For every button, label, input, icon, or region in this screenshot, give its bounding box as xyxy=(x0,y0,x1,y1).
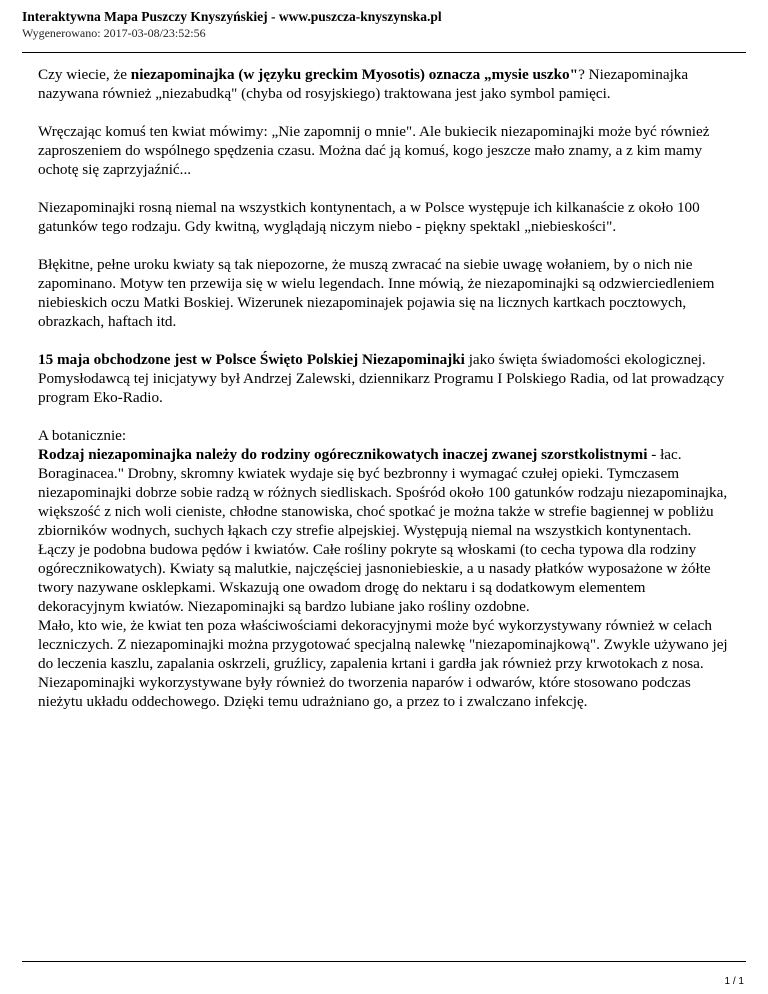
page-number: 1 / 1 xyxy=(724,976,744,987)
p5-bold: 15 maja obchodzone jest w Polsce Święto Polskiej Niezapominajki xyxy=(38,351,465,368)
paragraph-3: Niezapominajki rosną niemal na wszystkich kontynentach, a w Polsce występuje ich kilkanaście z około 100 gatunków tego rodzaju. Gdy kwitną, wyglądają niczym niebo - piękny spektakl „niebieskości". xyxy=(38,199,700,235)
paragraph-5 xyxy=(38,350,732,407)
paragraph-6 xyxy=(38,445,732,616)
p6-rest: - łac. Boraginacea." Drobny, skromny kwiatek wydaje się być bezbronny i wymagać czułej opieki. Tymczasem niezapominajki dobrze sobie radzą w różnych siedliskach. Spośród około 100 gatunków rodzaju niezapominajka, większość z nich woli cieniste, chłodne stanowiska, choć spotkać je można także w strefie bagiennej w pobliżu zbiorników wodnych, suchych łąkach czy strefie alpejskiej. Występują niemal na wszystkich kontynentach. Łączy je podobna budowa pędów i kwiatów. Całe rośliny pokryte są włoskami (to cecha typowa dla rodziny ogórecznikowatych). Kwiaty są malutkie, najczęściej jasnoniebieskie, a u nasady płatków wyposażone w żółte twory nazywane osklepkami. Wskazują one owadom drogę do nektaru i są dodatkowym elementem dekoracyjnym kwiatów. Niezapominajki są bardzo lubiane jako rośliny ozdobne. xyxy=(38,446,728,615)
header-divider xyxy=(22,52,746,53)
p1-rest: ? Niezapominajka nazywana również „niezabudką" (chyba od rosyjskiego) traktowana jest jako symbol pamięci. xyxy=(38,66,689,102)
p6-bold: Rodzaj niezapominajka należy do rodziny ogórecznikowatych inaczej zwanej szorstkolistnymi xyxy=(38,446,648,463)
paragraph-7: Mało, kto wie, że kwiat ten poza właściwościami dekoracyjnymi może być wykorzystywany również w celach leczniczych. Z niezapominajki można przygotować specjalną nalewkę "niezapominajkową". Zwykle używano jej do leczenia kaszlu, zapalania oskrzeli, gruźlicy, zapalenia krtani i gardła jak również przy krwotokach z nosa. Niezapominajki wykorzystywane były również do tworzenia naparów i odwarów, które stosowano podczas nieżytu układu oddechowego. Dzięki temu udrażniano go, a przez to i zwalczano infekcję. xyxy=(38,617,728,710)
paragraph-1 xyxy=(38,65,732,103)
p1-lead: Czy wiecie, że xyxy=(38,66,131,83)
article-body xyxy=(38,65,732,711)
p5-rest: jako święta świadomości ekologicznej. Pomysłodawcą tej inicjatywy był Andrzej Zalewski, dziennikarz Programu I Polskiego Radia, od lat prowadzący program Eko-Radio. xyxy=(38,351,725,406)
generated-timestamp: Wygenerowano: 2017-03-08/23:52:56 xyxy=(22,26,206,40)
header-title: Interaktywna Mapa Puszczy Knyszyńskiej - www.puszcza-knyszynska.pl xyxy=(22,9,442,24)
botany-intro: A botanicznie: xyxy=(38,427,127,444)
p1-bold: niezapominajka (w języku greckim Myosotis) oznacza „mysie uszko" xyxy=(130,66,579,83)
page-header xyxy=(22,8,442,41)
paragraph-4: Błękitne, pełne uroku kwiaty są tak niepozorne, że muszą zwracać na siebie uwagę wołaniem, by o nich nie zapominano. Motyw ten przewija się w wielu legendach. Inne mówią, że niezapominajki są odzwierciedleniem niebieskich oczu Matki Boskiej. Wizerunek niezapominajek pojawia się na licznych kartkach pocztowych, obrazkach, haftach itd. xyxy=(38,256,715,330)
paragraph-2: Wręczając komuś ten kwiat mówimy: „Nie zapomnij o mnie". Ale bukiecik niezapominajki może być również zaproszeniem do wspólnego spędzenia czasu. Można dać ją komuś, kogo jeszcze mało znamy, a z kim mamy ochotę się zaprzyjaźnić... xyxy=(38,123,710,178)
footer-divider xyxy=(22,961,746,962)
